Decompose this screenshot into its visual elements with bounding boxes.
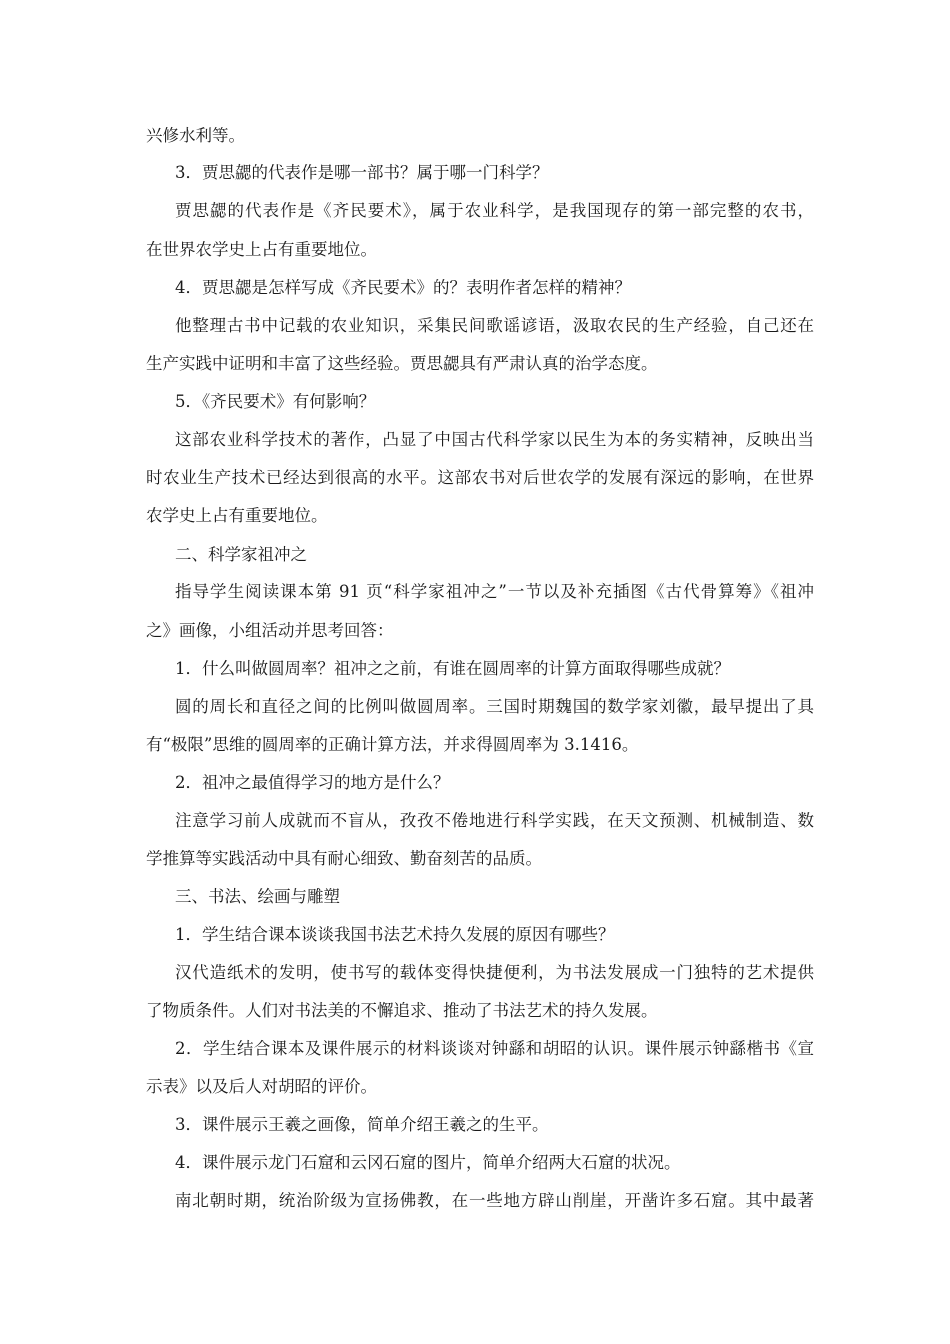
instruction-line-2: 之》画像，小组活动并思考回答： bbox=[146, 621, 394, 640]
answer-2-2-line-1: 注意学习前人成就而不盲从，孜孜不倦地进行科学实践，在天文预测、机械制造、数 bbox=[175, 811, 814, 830]
answer-3-line-1: 贾思勰的代表作是《齐民要术》，属于农业科学，是我国现存的第一部完整的农书， bbox=[175, 201, 814, 220]
question-3-3: 3．课件展示王羲之画像，简单介绍王羲之的生平。 bbox=[175, 1115, 549, 1134]
question-2-2: 2．祖冲之最值得学习的地方是什么？ bbox=[175, 773, 450, 792]
question-3: 3．贾思勰的代表作是哪一部书？属于哪一门科学？ bbox=[175, 163, 549, 182]
answer-3-1-line-1: 汉代造纸术的发明，使书写的载体变得快捷便利，为书法发展成一门独特的艺术提供 bbox=[175, 963, 814, 982]
question-3-4: 4．课件展示龙门石窟和云冈石窟的图片，简单介绍两大石窟的状况。 bbox=[175, 1153, 681, 1172]
section-heading-3: 三、书法、绘画与雕塑 bbox=[175, 887, 340, 906]
answer-5-line-2: 时农业生产技术已经达到很高的水平。这部农书对后世农学的发展有深远的影响，在世界 bbox=[146, 468, 814, 487]
text-line: 兴修水利等。 bbox=[146, 126, 245, 145]
question-3-2-line-1: 2．学生结合课本及课件展示的材料谈谈对钟繇和胡昭的认识。课件展示钟繇楷书《宣 bbox=[175, 1039, 814, 1058]
answer-2-1-line-1: 圆的周长和直径之间的比例叫做圆周率。三国时期魏国的数学家刘徽，最早提出了具 bbox=[175, 697, 814, 716]
answer-2-1-line-2: 有“极限”思维的圆周率的正确计算方法，并求得圆周率为 3.1416。 bbox=[146, 735, 639, 754]
answer-2-2-line-2: 学推算等实践活动中具有耐心细致、勤奋刻苦的品质。 bbox=[146, 849, 542, 868]
answer-3-line-2: 在世界农学史上占有重要地位。 bbox=[146, 240, 377, 259]
answer-4-line-1: 他整理古书中记载的农业知识，采集民间歌谣谚语，汲取农民的生产经验，自己还在 bbox=[175, 316, 814, 335]
answer-4-line-2: 生产实践中证明和丰富了这些经验。贾思勰具有严肃认真的治学态度。 bbox=[146, 354, 658, 373]
section-heading-2: 二、科学家祖冲之 bbox=[175, 545, 307, 564]
question-2-1: 1．什么叫做圆周率？祖冲之之前，有谁在圆周率的计算方面取得哪些成就？ bbox=[175, 659, 730, 678]
question-5: 5．《齐民要术》有何影响？ bbox=[175, 392, 376, 411]
question-4: 4．贾思勰是怎样写成《齐民要术》的？表明作者怎样的精神？ bbox=[175, 278, 631, 297]
answer-3-1-line-2: 了物质条件。人们对书法美的不懈追求、推动了书法艺术的持久发展。 bbox=[146, 1001, 658, 1020]
answer-5-line-3: 农学史上占有重要地位。 bbox=[146, 506, 328, 525]
answer-5-line-1: 这部农业科学技术的著作，凸显了中国古代科学家以民生为本的务实精神，反映出当 bbox=[175, 430, 814, 449]
question-3-2-line-2: 示表》以及后人对胡昭的评价。 bbox=[146, 1077, 377, 1096]
instruction-line-1: 指导学生阅读课本第 91 页“科学家祖冲之”一节以及补充插图《古代骨算筹》《祖冲 bbox=[175, 582, 814, 601]
answer-3-4-line-1: 南北朝时期，统治阶级为宣扬佛教，在一些地方辟山削崖，开凿许多石窟。其中最著 bbox=[175, 1191, 814, 1210]
question-3-1: 1．学生结合课本谈谈我国书法艺术持久发展的原因有哪些？ bbox=[175, 925, 615, 944]
